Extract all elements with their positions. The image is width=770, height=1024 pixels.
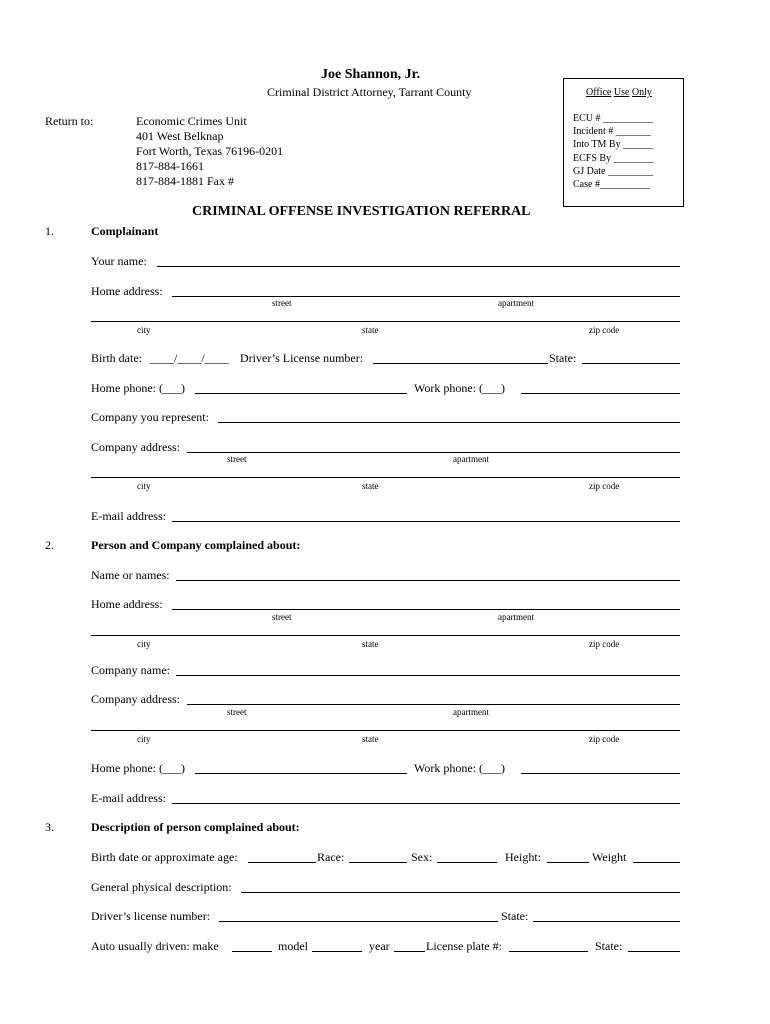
section-2-number: 2. <box>45 538 54 552</box>
physical-description-label: General physical description: <box>91 880 232 894</box>
company-address-city-field[interactable] <box>91 477 680 478</box>
dl-number-field[interactable] <box>219 909 498 922</box>
weight-field[interactable] <box>633 850 680 863</box>
height-label: Height: <box>505 850 541 864</box>
home-address-label: Home address: <box>91 597 163 611</box>
work-phone-field[interactable] <box>521 381 680 394</box>
street-sublabel: street <box>272 612 292 622</box>
office-use-word-1: Office <box>586 87 612 98</box>
your-name-label: Your name: <box>91 254 147 268</box>
race-field[interactable] <box>349 850 407 863</box>
office-use-incident: Incident # _______ <box>573 126 651 137</box>
weight-label: Weight <box>592 850 627 864</box>
office-use-into-tm: Into TM By ______ <box>573 139 654 150</box>
sex-field[interactable] <box>437 850 497 863</box>
home-phone-field[interactable] <box>195 761 407 774</box>
company-address-street-field[interactable] <box>187 440 680 453</box>
home-phone-label: Home phone: (___) <box>91 381 185 395</box>
office-use-ecu: ECU # __________ <box>573 113 653 124</box>
email-label: E-mail address: <box>91 509 166 523</box>
company-represent-field[interactable] <box>218 410 680 423</box>
company-address-city-field[interactable] <box>91 730 680 731</box>
apartment-sublabel: apartment <box>498 612 534 622</box>
dl-number-field[interactable] <box>373 351 548 364</box>
birth-date-label: Birth date: <box>91 351 142 365</box>
section-1-title: Complainant <box>91 224 159 238</box>
home-address-city-field[interactable] <box>91 321 680 322</box>
zip-sublabel: zip code <box>589 481 620 491</box>
home-address-label: Home address: <box>91 284 163 298</box>
home-address-city-field[interactable] <box>91 635 680 636</box>
office-use-case: Case #__________ <box>573 179 650 190</box>
office-use-word-3: Only <box>631 87 652 98</box>
company-name-label: Company name: <box>91 663 170 677</box>
work-phone-field[interactable] <box>521 761 680 774</box>
dl-state-label: State: <box>501 909 529 923</box>
return-to-label: Return to: <box>45 114 94 128</box>
work-phone-label: Work phone: (___) <box>414 381 506 395</box>
license-plate-label: License plate #: <box>426 939 502 953</box>
street-sublabel: street <box>272 298 292 308</box>
birth-approx-label: Birth date or approximate age: <box>91 850 238 864</box>
apartment-sublabel: apartment <box>453 707 489 717</box>
company-address-label: Company address: <box>91 440 180 454</box>
company-address-street-field[interactable] <box>187 692 680 705</box>
dl-state-field[interactable] <box>582 351 680 364</box>
apartment-sublabel: apartment <box>453 454 489 464</box>
auto-year-field[interactable] <box>394 939 425 952</box>
company-address-label: Company address: <box>91 692 180 706</box>
office-use-gj-date: GJ Date _________ <box>573 166 653 177</box>
attorney-office: Criminal District Attorney, Tarrant County <box>267 85 472 99</box>
return-line-5: 817-884-1881 Fax # <box>136 174 234 188</box>
your-name-field[interactable] <box>157 254 680 267</box>
form-title: CRIMINAL OFFENSE INVESTIGATION REFERRAL <box>192 204 531 219</box>
state-sublabel: state <box>362 734 379 744</box>
state-sublabel: state <box>362 325 379 335</box>
return-line-4: 817-884-1661 <box>136 159 204 173</box>
home-phone-field[interactable] <box>195 381 407 394</box>
city-sublabel: city <box>137 481 151 491</box>
sex-label: Sex: <box>411 850 433 864</box>
email-field[interactable] <box>172 509 680 522</box>
height-field[interactable] <box>547 850 589 863</box>
auto-year-label: year <box>369 939 390 953</box>
dl-state-field[interactable] <box>533 909 680 922</box>
office-use-word-2: Use <box>613 87 630 98</box>
company-name-field[interactable] <box>176 663 680 676</box>
city-sublabel: city <box>137 734 151 744</box>
return-line-2: 401 West Belknap <box>136 129 224 143</box>
office-use-ecfs: ECFS By ________ <box>573 153 654 164</box>
dl-state-label: State: <box>549 351 577 365</box>
return-line-3: Fort Worth, Texas 76196-0201 <box>136 144 284 158</box>
license-plate-field[interactable] <box>509 939 588 952</box>
office-use-title <box>586 87 652 99</box>
home-phone-label: Home phone: (___) <box>91 761 185 775</box>
home-address-street-field[interactable] <box>172 597 680 610</box>
section-1-number: 1. <box>45 224 54 238</box>
names-field[interactable] <box>176 568 680 581</box>
return-line-1: Economic Crimes Unit <box>136 114 247 128</box>
zip-sublabel: zip code <box>589 639 620 649</box>
email-field[interactable] <box>172 791 680 804</box>
auto-make-field[interactable] <box>232 939 272 952</box>
physical-description-field[interactable] <box>241 880 680 893</box>
state-sublabel: state <box>362 481 379 491</box>
auto-make-label: Auto usually driven: make <box>91 939 219 953</box>
birth-approx-field[interactable] <box>248 850 316 863</box>
birth-date-field[interactable]: ____/____/____ <box>150 351 229 365</box>
dl-number-label: Driver’s License number: <box>240 351 364 365</box>
race-label: Race: <box>317 850 345 864</box>
work-phone-label: Work phone: (___) <box>414 761 506 775</box>
street-sublabel: street <box>227 454 247 464</box>
auto-model-label: model <box>278 939 308 953</box>
dl-number-label: Driver’s license number: <box>91 909 211 923</box>
city-sublabel: city <box>137 639 151 649</box>
section-3-number: 3. <box>45 820 54 834</box>
apartment-sublabel: apartment <box>498 298 534 308</box>
office-use-box <box>563 78 684 207</box>
zip-sublabel: zip code <box>589 734 620 744</box>
plate-state-field[interactable] <box>628 939 680 952</box>
street-sublabel: street <box>227 707 247 717</box>
city-sublabel: city <box>137 325 151 335</box>
names-label: Name or names: <box>91 568 170 582</box>
email-label: E-mail address: <box>91 791 166 805</box>
home-address-street-field[interactable] <box>172 284 680 297</box>
attorney-name: Joe Shannon, Jr. <box>321 67 421 82</box>
plate-state-label: State: <box>595 939 623 953</box>
zip-sublabel: zip code <box>589 325 620 335</box>
section-2-title: Person and Company complained about: <box>91 538 301 552</box>
company-represent-label: Company you represent: <box>91 410 209 424</box>
state-sublabel: state <box>362 639 379 649</box>
auto-model-field[interactable] <box>312 939 362 952</box>
section-3-title: Description of person complained about: <box>91 820 300 834</box>
